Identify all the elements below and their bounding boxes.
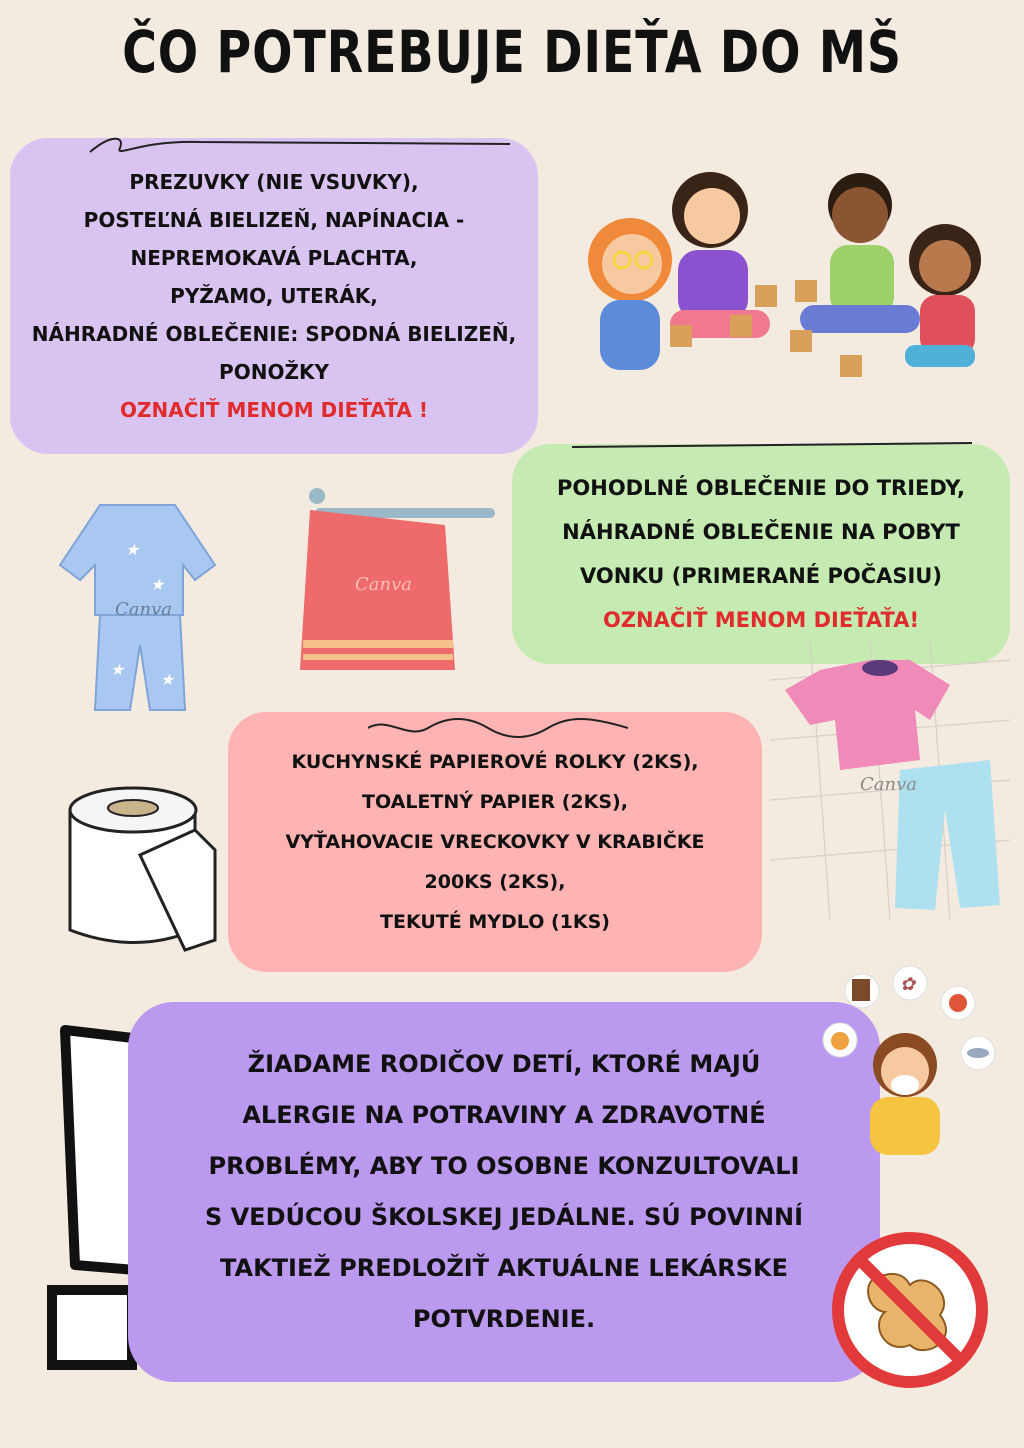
hygiene-line: TEKUTÉ MYDLO (1KS) (380, 911, 610, 933)
allergy-line: POTVRDENIE. (412, 1305, 596, 1333)
decorative-scribble (368, 716, 628, 740)
no-peanut-icon (830, 1230, 990, 1390)
allergy-line: ALERGIE NA POTRAVINY A ZDRAVOTNÉ (242, 1101, 766, 1129)
essentials-line: NÁHRADNÉ OBLEČENIE: SPODNÁ BIELIZEŇ, (31, 322, 517, 346)
essentials-box (10, 138, 538, 454)
hygiene-line: VYŤAHOVACIE VRECKOVKY V KRABIČKE (285, 831, 705, 853)
hygiene-box (228, 712, 762, 972)
clothes-box (512, 444, 1010, 664)
watermark: Canva (860, 774, 917, 795)
yarn-icon (949, 994, 967, 1012)
chocolate-icon (852, 979, 870, 1001)
name-label-warning: OZNAČIŤ MENOM DIEŤAŤA ! (120, 398, 428, 422)
pajamas-illustration (55, 495, 220, 720)
cat-icon (831, 1032, 849, 1050)
svg-text:★: ★ (110, 660, 125, 679)
hygiene-line: TOALETNÝ PAPIER (2KS), (362, 791, 628, 813)
hygiene-line: 200KS (2KS), (424, 871, 566, 893)
clothes-illustration (770, 640, 1010, 920)
children-playing-illustration (560, 160, 1010, 390)
clothes-line: VONKU (PRIMERANÉ POČASIU) (580, 564, 942, 588)
clothes-line: NÁHRADNÉ OBLEČENIE NA POBYT (562, 520, 960, 544)
allergy-line: S VEDÚCOU ŠKOLSKEJ JEDÁLNE. SÚ POVINNÍ (204, 1203, 804, 1231)
allergy-line: TAKTIEŽ PREDLOŽIŤ AKTUÁLNE LEKÁRSKE (219, 1254, 789, 1282)
page-title: ČO POTREBUJE DIEŤA DO MŠ (122, 18, 902, 86)
allergy-girl-illustration (800, 965, 1010, 1155)
clothes-line: POHODLNÉ OBLEČENIE DO TRIEDY, (557, 476, 965, 500)
svg-text:★: ★ (150, 575, 165, 594)
decorative-scribble (80, 130, 520, 160)
svg-text:★: ★ (125, 540, 140, 559)
watermark: Canva (355, 574, 412, 595)
watermark: Canva (115, 599, 172, 620)
hygiene-line: KUCHYNSKÉ PAPIEROVÉ ROLKY (2KS), (291, 751, 699, 773)
essentials-line: PREZUVKY (NIE VSUVKY), (129, 170, 419, 194)
towel-illustration (295, 480, 495, 680)
decorative-line (572, 440, 972, 454)
fish-icon (967, 1048, 989, 1058)
essentials-line: PONOŽKY (219, 360, 329, 384)
svg-text:★: ★ (160, 670, 175, 689)
essentials-line: NEPREMOKAVÁ PLACHTA, (130, 246, 418, 270)
name-label-warning: OZNAČIŤ MENOM DIEŤAŤA! (602, 608, 920, 632)
allergy-line: ŽIADAME RODIČOV DETÍ, KTORÉ MAJÚ (247, 1050, 761, 1078)
allergy-line: PROBLÉMY, ABY TO OSOBNE KONZULTOVALI (208, 1152, 800, 1180)
essentials-line: PYŽAMO, UTERÁK, (170, 284, 378, 308)
allergy-notice-box (128, 1002, 880, 1382)
essentials-line: POSTEĽNÁ BIELIZEŇ, NAPÍNACIA - (83, 208, 465, 232)
toilet-paper-illustration (55, 780, 230, 960)
flower-icon: ✿ (900, 974, 916, 995)
